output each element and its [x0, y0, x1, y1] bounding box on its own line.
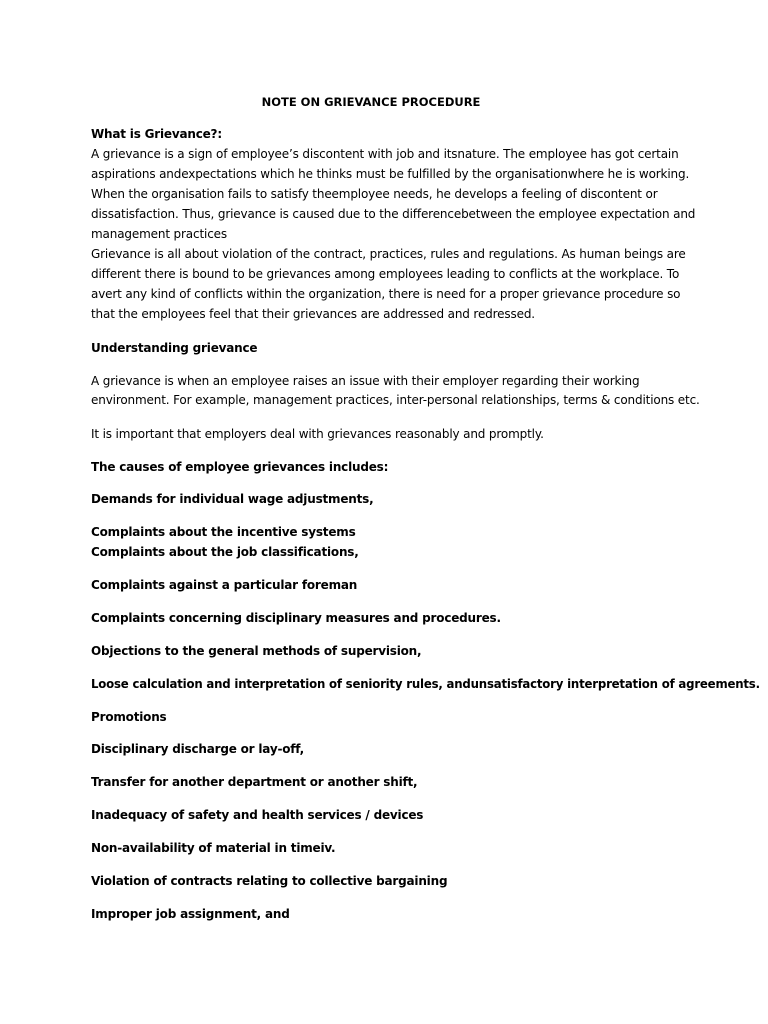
document-title: NOTE ON GRIEVANCE PROCEDURE [261, 95, 481, 109]
cause-item: Non-availability of material in timeiv. [91, 841, 336, 855]
paragraph-line: different there is bound to be grievances among employees leading to conflicts at the workplace. To [91, 267, 680, 281]
cause-item: Transfer for another department or another shift, [91, 775, 418, 789]
paragraph-line: When the organisation fails to satisfy theemployee needs, he develops a feeling of discontent or [91, 187, 658, 201]
paragraph-line: A grievance is when an employee raises an issue with their employer regarding their working [91, 374, 640, 388]
cause-item: Improper job assignment, and [91, 907, 290, 921]
cause-item: Disciplinary discharge or lay-off, [91, 742, 305, 756]
paragraph-line: dissatisfaction. Thus, grievance is caused due to the differencebetween the employee expectation and [91, 207, 696, 221]
cause-item: Demands for individual wage adjustments, [91, 492, 374, 506]
cause-item: Violation of contracts relating to collective bargaining [91, 874, 448, 888]
cause-item: Objections to the general methods of supervision, [91, 644, 422, 658]
cause-item: Promotions [91, 710, 167, 724]
paragraph-line: management practices [91, 227, 227, 241]
section-heading-causes: The causes of employee grievances includes: [91, 460, 389, 474]
section-heading-understanding-grievance: Understanding grievance [91, 341, 258, 355]
cause-item: Complaints concerning disciplinary measures and procedures. [91, 611, 501, 625]
section-heading-what-is-grievance: What is Grievance?: [91, 127, 222, 141]
paragraph-line: avert any kind of conflicts within the organization, there is need for a proper grievance procedure so [91, 287, 681, 301]
paragraph-line: that the employees feel that their grievances are addressed and redressed. [91, 307, 535, 321]
paragraph-line: environment. For example, management practices, inter-personal relationships, terms & conditions etc. [91, 393, 700, 407]
cause-item: Complaints about the incentive systems [91, 525, 356, 539]
paragraph-line: aspirations andexpectations which he thinks must be fulfilled by the organisationwhere he is working. [91, 167, 690, 181]
paragraph-line: Grievance is all about violation of the contract, practices, rules and regulations. As human beings are [91, 247, 686, 261]
cause-item: Loose calculation and interpretation of seniority rules, andunsatisfactory interpretation of agreements. [91, 677, 760, 691]
paragraph-line: It is important that employers deal with grievances reasonably and promptly. [91, 427, 544, 441]
cause-item: Complaints against a particular foreman [91, 578, 358, 592]
cause-item: Complaints about the job classifications, [91, 545, 359, 559]
cause-item: Inadequacy of safety and health services / devices [91, 808, 424, 822]
paragraph-line: A grievance is a sign of employee’s discontent with job and itsnature. The employee has got certain [91, 147, 679, 161]
